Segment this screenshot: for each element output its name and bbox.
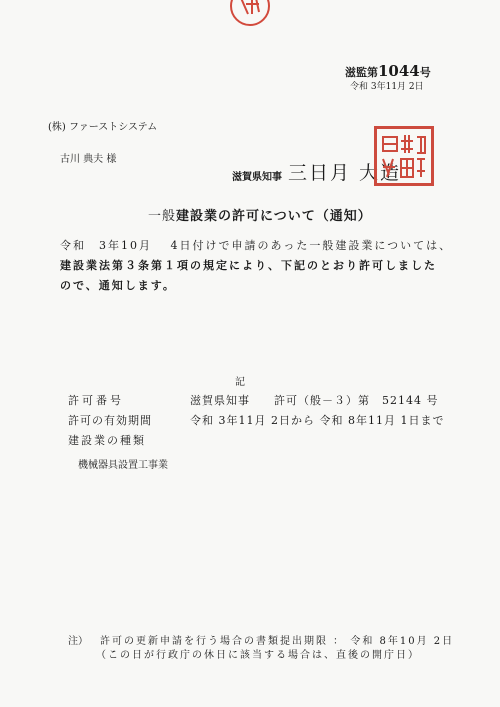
record-heading: 記	[235, 377, 245, 388]
subject-prefix: 一般	[148, 209, 177, 224]
reception-stamp	[230, 0, 270, 26]
document-date: 令和 3年11月 2日	[350, 82, 424, 92]
document-number: 滋監第1044号	[345, 62, 431, 80]
construction-type-value: 機械器具設置工事業	[78, 460, 168, 471]
validity-period-label: 許可の有効期間	[68, 414, 152, 427]
license-number-value: 滋賀県知事 許可（般－３）第 52144 号	[190, 394, 439, 407]
body-line-1: 令和 3年10月 4日付けで申請のあった一般建設業については、	[60, 239, 453, 252]
note-line-2: （この日が行政庁の休日に該当する場合は、直後の開庁日）	[96, 650, 420, 661]
body-line-3: ので、通知します。	[60, 279, 176, 292]
subject	[148, 205, 372, 224]
body-line-2: 建設業法第３条第１項の規定により、下記のとおり許可しました	[60, 259, 437, 272]
construction-type-label: 建設業の種類	[68, 434, 146, 447]
addressee-company: (株) ファーストシステム	[48, 122, 158, 133]
issuer-title: 滋賀県知事	[232, 172, 282, 183]
subject-title: 建設業の許可について（通知）	[176, 209, 372, 224]
note-marker: 注）	[68, 636, 88, 647]
issuer-name: 三日月 大造	[288, 162, 402, 184]
note-line-1: 許可の更新申請を行う場合の書類提出期限 ： 令和 8年10月 2日	[100, 636, 455, 647]
addressee-name: 古川 典夫 様	[60, 154, 117, 165]
license-number-label: 許可番号	[68, 394, 124, 407]
validity-period-value: 令和 3年11月 2日から 令和 8年11月 1日まで	[190, 414, 445, 427]
official-seal	[374, 126, 434, 186]
